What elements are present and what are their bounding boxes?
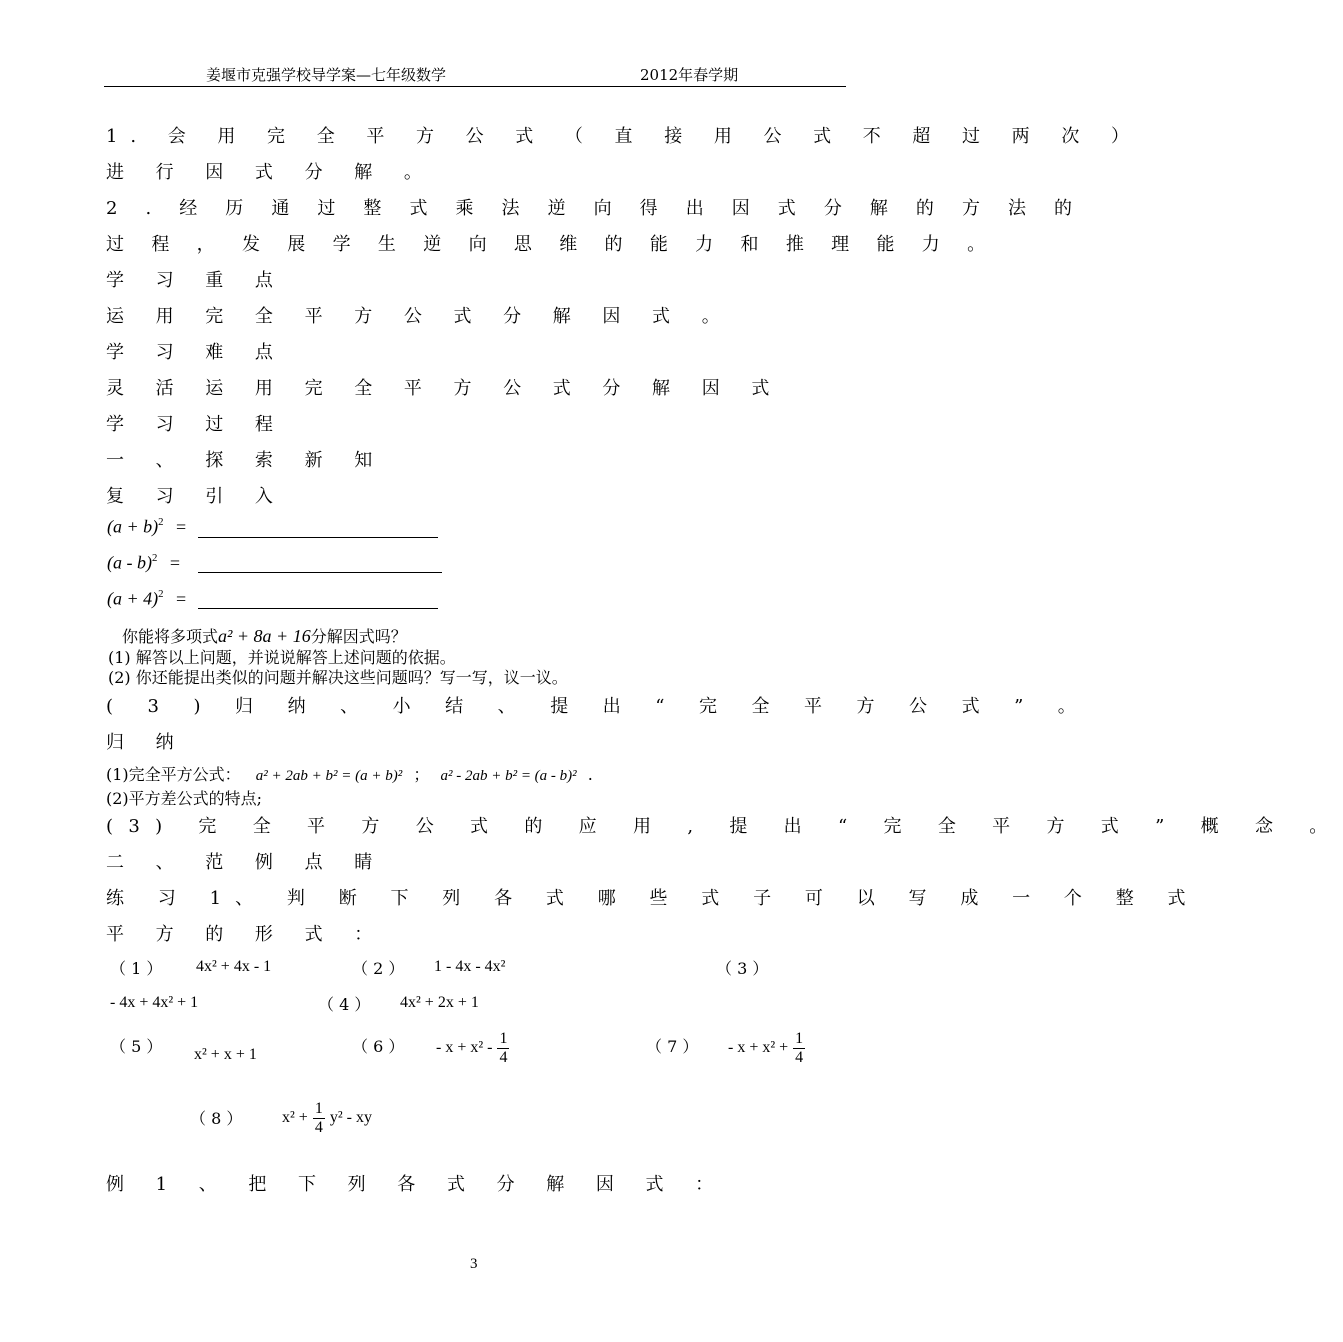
header-right: 2012年春学期 (640, 66, 739, 84)
item-8-expr: x² + $\frac{1}{4}$ y² - xy (282, 1100, 372, 1136)
review-heading: 复 习 引 入 (106, 486, 286, 507)
item-8-label: （ 8 ） (190, 1109, 243, 1128)
exercise-1-line-1: 练 习 1、 判 断 下 列 各 式 哪 些 式 子 可 以 写 成 一 个 整 式 (106, 888, 1200, 909)
goal-1-line-2: 进 行 因 式 分 解 。 (106, 162, 435, 183)
formula-label: (1)完全平方公式： (106, 765, 241, 784)
item-1-expr: 4x² + 4x - 1 (196, 958, 272, 975)
example-1: 例 1 、 把 下 列 各 式 分 解 因 式 ： (106, 1174, 727, 1195)
item-4-expr: 4x² + 2x + 1 (400, 994, 479, 1011)
goal-2-line-2: 过 程 ， 发 展 学 生 逆 向 思 维 的 能 力 和 推 理 能 力 。 (106, 234, 996, 255)
review-expr-3: $(a + 4)^2$ = (107, 588, 187, 609)
process-heading: 学 习 过 程 (106, 414, 286, 435)
review-expr-1: $(a + b)^2$ = (107, 516, 187, 537)
answer-blank-2[interactable] (198, 572, 442, 573)
goal-1-line-1: 1. 会 用 完 全 平 方 公 式 （ 直 接 用 公 式 不 超 过 两 次 ） (106, 126, 1142, 147)
item-3-label: （ 3 ） (716, 959, 769, 978)
item-6-expr: - x + x² - $\frac{1}{4}$ (436, 1030, 508, 1066)
item-2-expr: 1 - 4x - 4x² (434, 958, 506, 975)
answer-blank-1[interactable] (198, 537, 438, 538)
section-2-heading: 二 、 范 例 点 睛 (106, 852, 386, 873)
header-rule (104, 86, 846, 87)
summary-2: (2)平方差公式的特点; (106, 789, 263, 808)
summary-heading: 归 纳 (106, 732, 187, 753)
formula-diff: a² - 2ab + b² = (a - b)² (440, 768, 577, 784)
item-3-expr: - 4x + 4x² + 1 (110, 994, 199, 1011)
item-5-expr: x² + x + 1 (194, 1046, 257, 1063)
key-point-heading: 学 习 重 点 (106, 270, 286, 291)
page-number: 3 (470, 1256, 478, 1272)
item-5-label: （ 5 ） (110, 1037, 163, 1056)
question-line: 你能将多项式a² + 8a + 16分解因式吗？ (122, 626, 407, 646)
formula-sum: a² + 2ab + b² = (a + b)² (255, 768, 403, 784)
difficulty-text: 灵 活 运 用 完 全 平 方 公 式 分 解 因 式 (106, 378, 783, 399)
summary-3: (3) 完 全 平 方 公 式 的 应 用 , 提 出 “ 完 全 平 方 式 ” 概 念 。 (106, 816, 1343, 837)
item-2-label: （ 2 ） (352, 959, 405, 978)
formula-line: (1)完全平方公式： a² + 2ab + b² = (a + b)² ； a² - 2ab + b² = (a - b)² . (106, 765, 593, 784)
item-4-label: （ 4 ） (318, 995, 371, 1014)
key-point-text: 运 用 完 全 平 方 公 式 分 解 因 式 。 (106, 306, 733, 327)
question-2: (2) 你还能提出类似的问题并解决这些问题吗？写一写，议一议。 (108, 668, 568, 687)
section-1-heading: 一 、 探 索 新 知 (106, 450, 386, 471)
question-1: (1) 解答以上问题，并说说解答上述问题的依据。 (108, 648, 456, 667)
exercise-1-line-2: 平 方 的 形 式 ： (106, 924, 386, 945)
difficulty-heading: 学 习 难 点 (106, 342, 286, 363)
item-7-expr: - x + x² + $\frac{1}{4}$ (728, 1030, 804, 1066)
header-left: 姜堰市克强学校导学案—七年级数学 (206, 66, 447, 84)
item-6-label: （ 6 ） (352, 1037, 405, 1056)
item-7-label: （ 7 ） (646, 1037, 699, 1056)
review-expr-2: (a - b)$^2$ = (107, 552, 181, 573)
goal-2-line-1: 2 . 经 历 通 过 整 式 乘 法 逆 向 得 出 因 式 分 解 的 方 法 的 (106, 198, 1084, 219)
item-1-label: （ 1 ） (110, 959, 163, 978)
question-3: ( 3 ) 归 纳 、 小 结 、 提 出 “ 完 全 平 方 公 式 ” 。 (106, 696, 1091, 717)
answer-blank-3[interactable] (198, 608, 438, 609)
